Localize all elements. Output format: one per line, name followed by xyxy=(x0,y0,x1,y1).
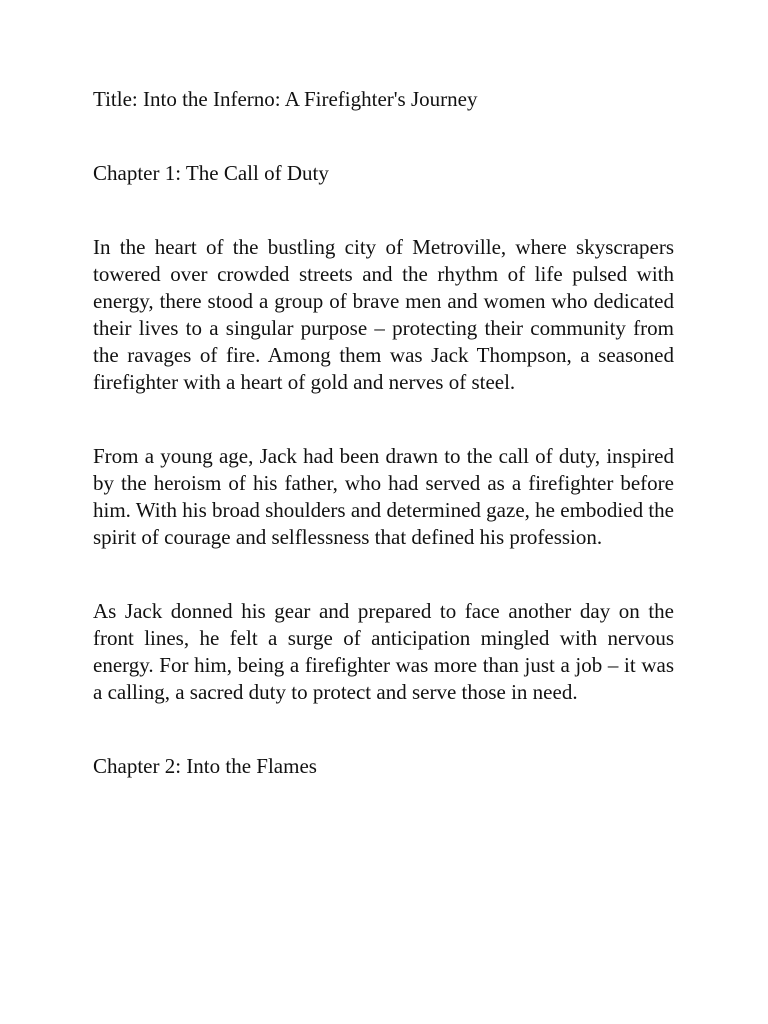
chapter-1-heading: Chapter 1: The Call of Duty xyxy=(93,161,329,185)
chapter-1-paragraph-2: From a young age, Jack had been drawn to the call of duty, inspired by the heroism of his father, who had served as a firefighter before him. With his broad shoulders and determined gaze, he embodied the spirit of courage and selflessness that defined his profession. xyxy=(93,444,674,549)
chapter-1-paragraph-3: As Jack donned his gear and prepared to face another day on the front lines, he felt a surge of anticipation mingled with nervous energy. For him, being a firefighter was more than just a job – it was a calling, a sacred duty to protect and serve those in need. xyxy=(93,599,674,704)
chapter-1-paragraph-1: In the heart of the bustling city of Metroville, where skyscrapers towered over crowded streets and the rhythm of life pulsed with energy, there stood a group of brave men and women who dedicated their lives to a singular purpose – protecting their community from the ravages of fire. Among them was Jack Thompson, a seasoned firefighter with a heart of gold and nerves of steel. xyxy=(93,235,674,394)
document-content xyxy=(93,86,674,827)
chapter-2-heading: Chapter 2: Into the Flames xyxy=(93,754,317,778)
document-title: Title: Into the Inferno: A Firefighter's Journey xyxy=(93,87,478,111)
